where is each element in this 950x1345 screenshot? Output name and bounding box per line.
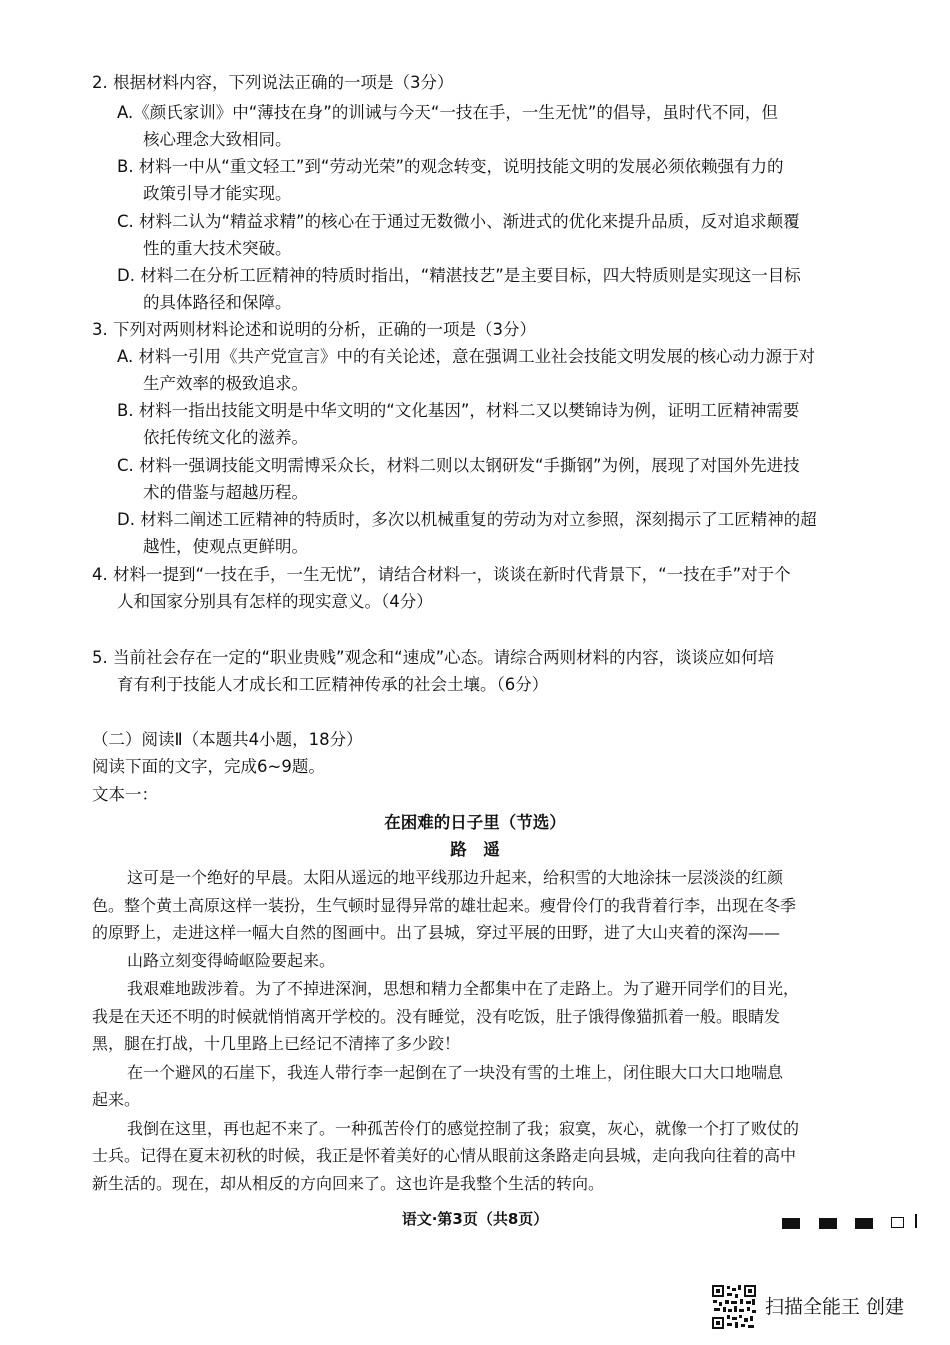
q3-option-b-line1: B. 材料一指出技能文明是中华文明的“文化基因”，材料二又以樊锦诗为例，证明工匠精神需要	[117, 401, 800, 420]
registration-mark	[819, 1218, 837, 1229]
question-5-line2: 育有利于技能人才成长和工匠精神传承的社会土壤。（6分）	[117, 675, 549, 694]
q3-option-c-line1: C. 材料一强调技能文明需博采众长，材料二则以太钢研发“手撕钢”为例，展现了对国外先进技	[117, 456, 800, 475]
passage-line: 我倒在这里，再也起不来了。一种孤苦伶仃的感觉控制了我；寂寞，灰心，就像一个打了败仗的	[127, 1119, 800, 1138]
q3-option-b-line2: 依托传统文化的滋养。	[143, 428, 308, 447]
question-5-line1: 5. 当前社会存在一定的“职业贵贱”观念和“速成”心态。请综合两则材料的内容，谈谈应如何培	[92, 648, 775, 667]
q3-option-a-line2: 生产效率的极致追求。	[143, 374, 308, 393]
section-instruction: 阅读下面的文字，完成6~9题。	[92, 757, 325, 776]
question-4-line1: 4. 材料一提到“一技在手，一生无忧”，请结合材料一，谈谈在新时代背景下，“一技在手”对于个	[92, 565, 791, 584]
passage-line: 的原野上，走进这样一幅大自然的图画中。出了县城，穿过平展的田野，进了大山夹着的深沟——	[92, 923, 781, 942]
q3-option-d-line1: D. 材料二阐述工匠精神的特质时，多次以机械重复的劳动为对立参照，深刻揭示了工匠精神的超	[117, 510, 817, 529]
q2-option-a-line2: 核心理念大致相同。	[143, 130, 292, 149]
scanner-watermark-text: 扫描全能王 创建	[765, 1296, 905, 1318]
passage-line: 我是在天还不明的时候就悄悄离开学校的。没有睡觉，没有吃饭，肚子饿得像猫抓着一般。眼睛发	[92, 1007, 781, 1026]
q2-option-d-line1: D. 材料二在分析工匠精神的特质时指出，“精湛技艺”是主要目标，四大特质则是实现这一目标	[117, 266, 801, 285]
registration-mark	[855, 1218, 873, 1229]
q3-option-d-line2: 越性，使观点更鲜明。	[143, 537, 308, 556]
q2-option-c-line2: 性的重大技术突破。	[143, 239, 292, 258]
q2-option-d-line2: 的具体路径和保障。	[143, 293, 292, 312]
q2-option-c-line1: C. 材料二认为“精益求精”的核心在于通过无数微小、渐进式的优化来提升品质，反对追求颠覆	[117, 212, 800, 231]
passage-line: 这可是一个绝好的早晨。太阳从遥远的地平线那边升起来，给积雪的大地涂抹一层淡淡的红颜	[127, 868, 784, 887]
passage-line: 起来。	[92, 1090, 141, 1109]
passage-title: 在困难的日子里（节选）	[384, 813, 566, 832]
registration-mark-bar	[915, 1214, 917, 1228]
passage-line: 新生活的。现在，却从相反的方向回来了。这也许是我整个生活的转向。	[92, 1174, 605, 1193]
q2-option-b-line1: B. 材料一中从“重文轻工”到“劳动光荣”的观念转变，说明技能文明的发展必须依赖强有力的	[117, 157, 784, 176]
q3-option-a-line1: A. 材料一引用《共产党宣言》中的有关论述，意在强调工业社会技能文明发展的核心动力源于对	[117, 347, 815, 366]
q2-option-b-line2: 政策引导才能实现。	[143, 184, 292, 203]
passage-line: 我艰难地跋涉着。为了不掉进深涧，思想和精力全都集中在了走路上。为了避开同学们的目光，	[127, 979, 800, 998]
q2-option-a-line1: A.《颜氏家训》中“薄技在身”的训诫与今天“一技在手，一生无忧”的倡导，虽时代不同，但	[117, 103, 778, 122]
passage-line: 在一个避风的石崖下，我连人带行李一起倒在了一块没有雪的土堆上，闭住眼大口大口地喘息	[127, 1063, 784, 1082]
registration-mark	[782, 1218, 800, 1229]
registration-mark-open	[891, 1217, 904, 1228]
passage-author: 路 遥	[450, 840, 500, 859]
question-2-stem: 2. 根据材料内容，下列说法正确的一项是（3分）	[92, 73, 454, 92]
q3-option-c-line2: 术的借鉴与超越历程。	[143, 483, 308, 502]
passage-line: 黑，腿在打战，十几里路上已经记不清摔了多少跤！	[92, 1034, 461, 1053]
passage-line: 色。整个黄土高原这样一装扮，生气顿时显得异常的雄壮起来。瘦骨伶仃的我背着行李，出现在冬季	[92, 896, 797, 915]
section-heading: （二）阅读Ⅱ（本题共4小题，18分）	[92, 730, 363, 749]
passage-line: 士兵。记得在夏末初秋的时候，我正是怀着美好的心情从眼前这条路走向县城，走向我向往着的高中	[92, 1146, 797, 1165]
text-one-label: 文本一：	[92, 785, 158, 804]
passage-line: 山路立刻变得崎岖险要起来。	[127, 951, 336, 970]
qr-code-icon	[711, 1284, 757, 1330]
question-4-line2: 人和国家分别具有怎样的现实意义。（4分）	[117, 592, 433, 611]
page-number-footer: 语文·第3页（共8页）	[401, 1210, 549, 1228]
question-3-stem: 3. 下列对两则材料论述和说明的分析，正确的一项是（3分）	[92, 320, 536, 339]
